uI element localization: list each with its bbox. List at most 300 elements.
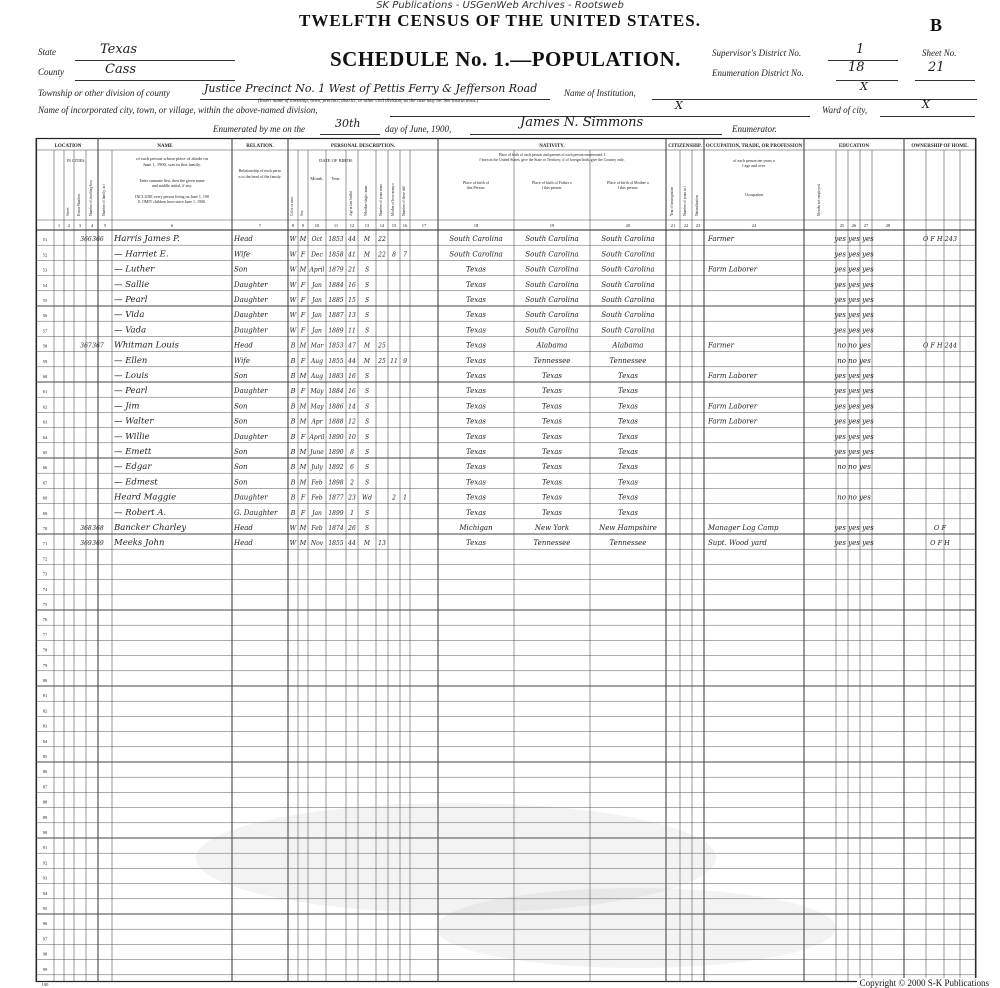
column-number: 15 <box>391 223 397 228</box>
relation-value: Daughter <box>234 296 268 304</box>
line-number: 69 <box>42 510 48 516</box>
birth-year: 1874 <box>328 525 344 532</box>
line-number: 58 <box>42 343 48 349</box>
relation-value: Head <box>234 539 253 548</box>
line-number: 85 <box>42 754 48 759</box>
person-name: — Willie <box>114 431 150 442</box>
person-name: Whitman Louis <box>114 340 179 351</box>
birth-mother-header: Place of birth of Mother o <box>607 180 649 185</box>
birthplace-person: Texas <box>466 478 486 487</box>
color-value: B <box>290 341 296 350</box>
county-label: County <box>38 67 64 77</box>
vertical-column-header: Number of dwelling-hou <box>89 180 93 216</box>
line-number: 61 <box>42 389 48 395</box>
line-number: 100 <box>41 982 49 987</box>
line-number: 92 <box>42 860 48 866</box>
person-name: — Robert A. <box>114 507 167 518</box>
ownership-values: O F H <box>930 539 950 548</box>
column-number: 12 <box>349 223 355 228</box>
line-number: 63 <box>42 419 48 425</box>
birthplace-father: Texas <box>542 508 562 517</box>
line-number: 76 <box>42 617 48 623</box>
line-number: 68 <box>42 495 48 501</box>
dwelling-number: 368 <box>80 525 92 532</box>
birth-month: Jan <box>312 297 322 304</box>
birthplace-father: Texas <box>542 387 562 396</box>
column-number: 28 <box>885 223 891 228</box>
sex-value: F <box>300 250 306 259</box>
column-group-title: NATIVITY. <box>539 144 565 149</box>
birthplace-person: Texas <box>466 539 486 548</box>
dwelling-number: 366 <box>80 236 92 244</box>
age-value: 1 <box>350 509 354 517</box>
column-group-title: OCCUPATION, TRADE, OR PROFESSION <box>705 144 803 149</box>
years-married: 22 <box>378 236 386 244</box>
marital-status: S <box>364 266 370 274</box>
column-number: 16 <box>402 223 408 228</box>
birthplace-mother: Alabama <box>612 341 644 350</box>
family-number: 366 <box>92 236 104 244</box>
birthplace-person: Texas <box>466 356 486 365</box>
state-value: Texas <box>100 42 138 57</box>
marital-status: M <box>363 540 371 548</box>
birthplace-person: Texas <box>466 508 486 517</box>
birthplace-mother: South Carolina <box>601 311 655 320</box>
sex-value: F <box>300 508 306 517</box>
birth-year: 1858 <box>328 251 344 259</box>
birth-month: Nov <box>310 540 324 548</box>
person-name: Heard Maggie <box>114 492 177 503</box>
sex-value: M <box>299 402 307 411</box>
marital-status: S <box>364 449 370 456</box>
marital-status: M <box>363 236 371 244</box>
years-married: 25 <box>378 357 386 365</box>
enumerated-day: 30th <box>335 117 361 130</box>
color-value: B <box>290 372 296 380</box>
supervisor-value: 1 <box>856 42 865 57</box>
color-value: B <box>290 356 296 365</box>
color-value: B <box>290 448 296 456</box>
color-value: B <box>290 402 296 411</box>
color-value: B <box>290 387 296 396</box>
birthplace-mother: South Carolina <box>601 296 655 304</box>
color-value: B <box>290 463 296 472</box>
line-number: 79 <box>42 662 48 668</box>
line-number: 57 <box>42 328 48 334</box>
birthplace-mother: Texas <box>618 372 638 380</box>
line-number: 74 <box>42 586 48 592</box>
column-group-title: LOCATION <box>54 144 82 149</box>
birth-year: 1886 <box>328 403 344 411</box>
relation-value: Daughter <box>234 311 268 320</box>
education-values: yes yes yes <box>834 372 874 380</box>
relation-value: Wife <box>234 356 251 365</box>
schedule-title: SCHEDULE No. 1.—POPULATION. <box>330 47 681 71</box>
marital-status: S <box>364 464 370 472</box>
children-living: 1 <box>403 494 407 502</box>
age-value: 8 <box>350 449 354 456</box>
age-value: 13 <box>348 312 356 320</box>
birthplace-father: Texas <box>542 448 562 456</box>
education-values: yes yes yes <box>834 296 874 304</box>
column-number: 23 <box>695 223 701 228</box>
date-of-birth-header: DATE OF BIRTH. <box>319 158 353 163</box>
column-number: 24 <box>751 223 757 228</box>
column-number: 13 <box>364 223 370 228</box>
marital-status: S <box>364 281 370 289</box>
vertical-column-header: Street. <box>66 206 70 216</box>
color-value: B <box>290 478 296 487</box>
line-number: 72 <box>42 556 48 562</box>
column-number: 3 <box>78 223 82 228</box>
name-instr-1: Enter surname first, then the given name <box>139 178 205 183</box>
birthplace-person: Texas <box>466 311 486 320</box>
sex-value: F <box>300 296 306 304</box>
line-number: 54 <box>42 282 48 288</box>
person-name: — Edmest <box>114 477 158 488</box>
birth-month: Jan <box>312 327 322 335</box>
line-number: 99 <box>42 966 48 972</box>
birth-month: Feb <box>311 479 323 487</box>
birth-year: 1898 <box>328 479 344 487</box>
mother-of: 8 <box>392 251 396 259</box>
sex-value: F <box>300 493 306 502</box>
sex-value: M <box>299 265 307 274</box>
age-value: 12 <box>348 418 356 426</box>
line-number: 66 <box>42 465 48 471</box>
person-name: — Emett <box>114 447 152 457</box>
county-underline <box>75 80 235 81</box>
dwelling-number: 367 <box>80 342 92 350</box>
education-values: yes yes yes <box>834 311 874 320</box>
sex-value: M <box>299 372 307 380</box>
name-header-desc: of each person whose place of abode on <box>136 156 208 161</box>
sex-value: F <box>300 280 306 289</box>
birthplace-mother: Texas <box>618 448 638 456</box>
color-value: W <box>289 296 297 304</box>
birth-year: 1887 <box>328 312 344 320</box>
incorporated-label: Name of incorporated city, town, or village, within the above-named division, <box>38 105 318 115</box>
marital-status: S <box>364 433 370 441</box>
birthplace-father: Texas <box>542 402 562 411</box>
relation-value: Son <box>234 478 248 487</box>
birthplace-mother: South Carolina <box>601 280 655 289</box>
birthplace-father: Alabama <box>536 341 568 350</box>
ownership-values: O F <box>934 524 946 532</box>
birthplace-person: Texas <box>466 387 486 396</box>
birthplace-person: South Carolina <box>449 250 503 259</box>
line-number: 86 <box>42 769 48 775</box>
birthplace-father: South Carolina <box>525 280 579 289</box>
birthplace-mother: Texas <box>618 508 638 517</box>
birth-mother-header-2: f this person. <box>617 185 639 190</box>
color-value: W <box>289 326 297 335</box>
birth-month: May <box>310 403 324 411</box>
line-number: 59 <box>42 358 48 364</box>
color-value: W <box>289 250 297 259</box>
marital-status: S <box>364 297 370 304</box>
column-number: 20 <box>625 223 631 228</box>
age-value: 41 <box>348 251 356 259</box>
column-number: 21 <box>670 223 676 228</box>
marital-status: S <box>364 403 370 411</box>
birthplace-person: Texas <box>466 341 486 350</box>
relation-value: Head <box>234 341 253 350</box>
birthplace-person: Texas <box>466 402 486 411</box>
line-number: 80 <box>42 678 48 683</box>
vertical-column-header: Age at last birthd <box>349 191 353 216</box>
family-number: 367 <box>92 342 104 350</box>
color-value: W <box>289 311 297 320</box>
birth-month: Aug <box>310 357 324 365</box>
birthplace-father: South Carolina <box>525 250 579 259</box>
vertical-column-header: Mother of how many c <box>391 183 395 216</box>
column-group-title: OWNERSHIP OF HOME. <box>911 144 969 149</box>
birthplace-person: Texas <box>466 326 486 335</box>
column-number: 6 <box>170 223 174 228</box>
relation-header-desc-2: n to the head of the family. <box>238 174 282 179</box>
sex-value: M <box>299 235 307 244</box>
marital-status: S <box>364 373 370 380</box>
occupation-value: Supt. Wood yard <box>708 539 767 548</box>
birth-year: 1892 <box>328 464 344 472</box>
sex-value: M <box>299 478 307 487</box>
age-value: 16 <box>348 373 356 380</box>
column-number: 4 <box>90 223 94 228</box>
enumerator-name: James N. Simmons <box>520 115 644 130</box>
occupation-col-header: Occupation <box>744 192 764 197</box>
birthplace-mother: Texas <box>618 463 638 472</box>
person-name: — Louis <box>114 371 149 381</box>
line-number: 81 <box>42 693 48 699</box>
birth-father-header-2: f this person. <box>541 185 563 190</box>
birth-person-header: Place of birth of <box>463 180 489 185</box>
vertical-column-header: House Number. <box>77 193 81 216</box>
supervisor-label: Supervisor's District No. <box>712 48 802 58</box>
occupation-value: Farmer <box>708 341 735 350</box>
sheet-value: 21 <box>928 60 945 75</box>
column-group-title: RELATION. <box>246 144 274 149</box>
birthplace-mother: New Hampshire <box>599 524 657 532</box>
line-number: 88 <box>42 799 48 805</box>
relation-value: Son <box>234 372 248 380</box>
birth-month: Aug <box>310 373 324 380</box>
person-name: Harris James P. <box>114 234 180 245</box>
occupation-value: Farm Laborer <box>708 417 758 426</box>
birthplace-person: Texas <box>466 372 486 380</box>
birth-year: 1890 <box>328 449 344 456</box>
marital-status: S <box>364 479 370 487</box>
birth-father-header: Place of birth of Father o <box>531 180 573 185</box>
birthplace-father: Texas <box>542 432 562 441</box>
institution-label: Name of Institution, <box>564 88 636 98</box>
person-name: — Walter <box>114 416 154 427</box>
marital-status: M <box>363 251 371 259</box>
column-group-title: EDUCATION <box>838 144 870 149</box>
education-values: yes yes yes <box>834 326 874 335</box>
birthplace-mother: South Carolina <box>601 265 655 274</box>
ownership-values: O F H 244 <box>922 341 958 350</box>
line-number: 87 <box>42 784 48 790</box>
education-values: yes yes yes <box>834 235 874 244</box>
relation-header-desc: Relationship of each perso <box>238 168 282 173</box>
birth-month: Jan <box>312 312 322 320</box>
occupation-value: Manager Log Camp <box>708 524 779 532</box>
ownership-values: O F H 243 <box>922 235 958 244</box>
scan-stain <box>436 888 836 968</box>
line-number: 53 <box>42 267 48 273</box>
education-values: yes yes yes <box>834 250 874 259</box>
archive-banner: SK Publications - USGenWeb Archives - Rootsweb <box>376 0 624 11</box>
column-number: 1 <box>57 223 61 228</box>
state-underline <box>75 60 235 61</box>
in-cities-header: IN CITIES. <box>66 158 86 163</box>
birthplace-mother: Texas <box>618 493 638 502</box>
age-value: 16 <box>348 388 356 396</box>
age-value: 21 <box>348 266 356 274</box>
birth-month: Apr <box>311 418 323 426</box>
column-number: 2 <box>67 223 71 228</box>
birth-month: Feb <box>311 525 323 532</box>
birthplace-father: South Carolina <box>525 311 579 320</box>
line-number: 65 <box>42 450 48 455</box>
column-number: 17 <box>421 223 427 228</box>
birth-month: May <box>310 388 324 396</box>
education-values: no no yes <box>837 463 871 472</box>
children-living: 9 <box>403 357 407 365</box>
relation-value: Son <box>234 265 248 274</box>
sheet-label: Sheet No. <box>922 48 957 58</box>
relation-value: Son <box>234 463 248 472</box>
line-number: 67 <box>42 480 48 486</box>
vertical-column-header: Year of immigration <box>670 186 674 216</box>
county-value: Cass <box>105 62 137 77</box>
sex-value: M <box>299 417 307 426</box>
sex-value: M <box>299 539 307 548</box>
column-number: 18 <box>473 223 479 228</box>
line-number: 60 <box>42 374 48 379</box>
occupation-value: Farm Laborer <box>708 372 758 380</box>
education-values: yes yes yes <box>834 265 874 274</box>
birth-month: Oct <box>311 236 323 244</box>
column-group-title: CITIZENSHIP. <box>668 144 702 149</box>
line-number: 96 <box>42 921 48 927</box>
age-value: 26 <box>348 525 356 532</box>
birth-year: 1855 <box>328 357 344 365</box>
birth-month: Mar <box>310 342 324 350</box>
person-name: — Vida <box>114 310 145 321</box>
column-group-title: PERSONAL DESCRIPTION. <box>330 144 396 149</box>
sex-value: F <box>300 326 306 335</box>
birthplace-father: South Carolina <box>525 235 579 244</box>
relation-value: Son <box>234 417 248 426</box>
birthplace-mother: South Carolina <box>601 326 655 335</box>
birth-month: July <box>311 464 323 472</box>
enumeration-value: 18 <box>848 60 865 75</box>
marital-status: S <box>364 388 370 396</box>
line-number: 56 <box>42 313 48 319</box>
birth-person-header-2: this Person. <box>466 185 486 190</box>
sheet-underline <box>915 80 975 81</box>
sex-value: M <box>299 524 307 532</box>
education-values: no no yes <box>837 341 871 350</box>
relation-value: Son <box>234 448 248 456</box>
education-values: yes yes yes <box>834 524 874 532</box>
column-number: 10 <box>314 223 320 228</box>
mother-of: 2 <box>392 494 396 502</box>
line-number: 97 <box>42 936 48 942</box>
age-value: 44 <box>348 357 356 365</box>
relation-value: G. Daughter <box>234 508 278 517</box>
sex-value: F <box>300 311 306 320</box>
relation-value: Daughter <box>234 326 268 335</box>
birthplace-father: Texas <box>542 463 562 472</box>
line-number: 91 <box>42 845 48 851</box>
column-number: 25 <box>839 223 845 228</box>
line-number: 82 <box>42 708 48 714</box>
age-value: 44 <box>348 236 356 244</box>
vertical-column-header: Sex. <box>300 209 304 216</box>
birthplace-person: Michigan <box>459 524 493 532</box>
education-values: no no yes <box>837 493 871 502</box>
relation-value: Wife <box>234 250 251 259</box>
sex-value: M <box>299 448 307 456</box>
column-number: 19 <box>549 223 555 228</box>
color-value: W <box>289 235 297 244</box>
column-number: 5 <box>103 223 107 228</box>
birthplace-person: Texas <box>466 265 486 274</box>
line-number: 94 <box>42 890 48 896</box>
marital-status: M <box>363 357 371 365</box>
birth-year: 1890 <box>328 433 344 441</box>
enumerated-day-underline <box>320 134 380 135</box>
birthplace-father: New York <box>534 524 570 532</box>
birth-year: 1884 <box>328 388 344 396</box>
name-header-desc-2: June 1, 1900, was in this family. <box>142 162 202 167</box>
line-number: 73 <box>42 571 48 577</box>
birthplace-father: South Carolina <box>525 326 579 335</box>
relation-value: Head <box>234 235 253 244</box>
birthplace-person: Texas <box>466 432 486 441</box>
column-number: 26 <box>851 223 857 228</box>
age-value: 14 <box>348 403 356 411</box>
person-name: — Pearl <box>114 295 148 305</box>
birth-year: 1888 <box>328 418 344 426</box>
marital-status: Wd <box>361 494 373 502</box>
birth-year: 1853 <box>328 236 344 244</box>
person-name: — Pearl <box>114 386 148 397</box>
birthplace-father: Tennessee <box>533 356 571 365</box>
line-number: 90 <box>42 830 48 835</box>
birth-month: April <box>309 433 325 441</box>
birthplace-father: Texas <box>542 372 562 380</box>
enumeration-label: Enumeration District No. <box>712 68 804 78</box>
relation-value: Daughter <box>234 387 268 396</box>
person-name: — Luther <box>114 264 155 275</box>
age-value: 47 <box>348 342 356 350</box>
age-value: 2 <box>350 479 354 487</box>
marital-status: S <box>364 312 370 320</box>
relation-value: Son <box>234 402 248 411</box>
education-values: yes yes yes <box>834 539 874 548</box>
birthplace-father: Tennessee <box>533 539 571 548</box>
color-value: W <box>289 280 297 289</box>
years-married: 22 <box>378 251 386 259</box>
birth-year: 1899 <box>328 509 344 517</box>
line-number: 62 <box>42 404 48 410</box>
line-number: 52 <box>42 252 48 258</box>
birth-year: 1855 <box>328 540 344 548</box>
